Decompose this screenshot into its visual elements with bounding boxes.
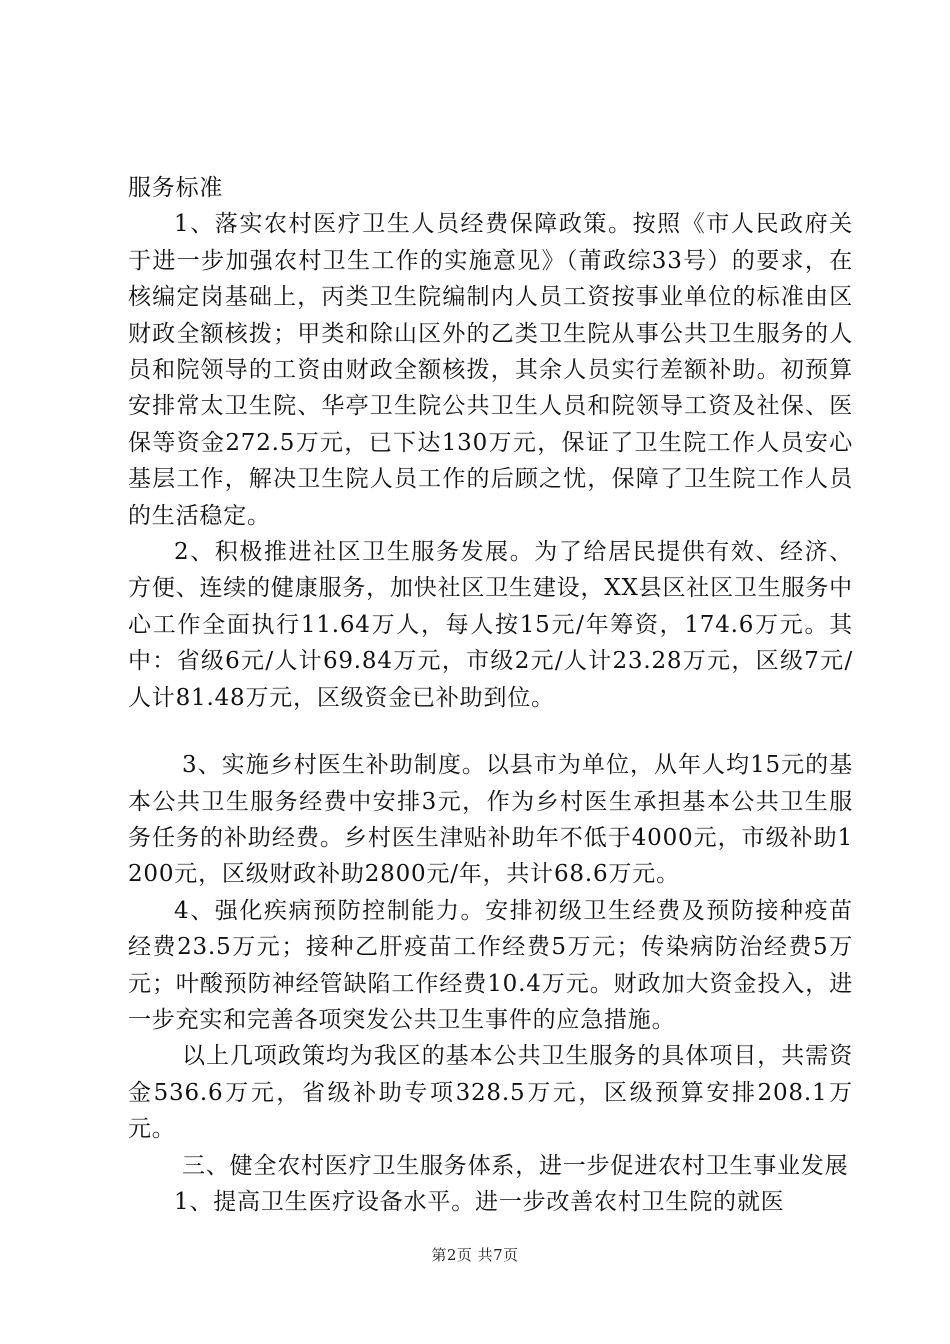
paragraph-medical-equipment: 1、提高卫生医疗设备水平。进一步改善农村卫生院的就医 [174,1188,785,1215]
paragraph-village-doctor-subsidy: 3、实施乡村医生补助制度。以县市为单位，从年人均15元的基本公共卫生服务经费中安排3元，作为乡村医生承担基本公共卫生服务任务的补助经费。乡村医生津贴补助年不低于4000元，市级补助1200元，区级财政补助2800元/年，共计68.6万元。 [128,752,853,888]
paragraph-heading-service-standard: 服务标准 [128,175,224,201]
paragraph-disease-prevention: 4、强化疾病预防控制能力。安排初级卫生经费及预防接种疫苗经费23.5万元；接种乙肝疫苗工作经费5万元；传染病防治经费5万元；叶酸预防神经管缺陷工作经费10.4万元。财政加大资金投入，进一步充实和完善各项突发公共卫生事件的应急措施。 [128,897,853,1033]
paragraph-community-health-service: 2、积极推进社区卫生服务发展。为了给居民提供有效、经济、方便、连续的健康服务，加快社区卫生建设，XX县区社区卫生服务中心工作全面执行11.64万人，每人按15元/年筹资，174.6万元。其中：省级6元/人计69.84万元，市级2元/人计23.28万元，区级7元/人计81.48万元，区级资金已补助到位。 [128,539,853,711]
page-number-footer: 第2页 共7页 [431,1246,519,1264]
paragraph-rural-staff-funding: 1、落实农村医疗卫生人员经费保障政策。按照《市人民政府关于进一步加强农村卫生工作的实施意见》（莆政综33号）的要求，在核编定岗基础上，丙类卫生院编制内人员工资按事业单位的标准由区财政全额核拨；甲类和除山区外的乙类卫生院从事公共卫生服务的人员和院领导的工资由财政全额核拨，其余人员实行差额补助。初预算安排常太卫生院、华亭卫生院公共卫生人员和院领导工资及社保、医保等资金272.5万元，已下达130万元，保证了卫生院工作人员安心基层工作，解决卫生院人员工作的后顾之忧，保障了卫生院工作人员的生活稳定。 [128,211,853,529]
document-body [128,170,853,1220]
paragraph-section-three-heading: 三、健全农村医疗卫生服务体系，进一步促进农村卫生事业发展 [182,1152,849,1179]
paragraph-summary-funding: 以上几项政策均为我区的基本公共卫生服务的具体项目，共需资金536.6万元，省级补助专项328.5万元，区级预算安排208.1万元。 [128,1043,853,1143]
